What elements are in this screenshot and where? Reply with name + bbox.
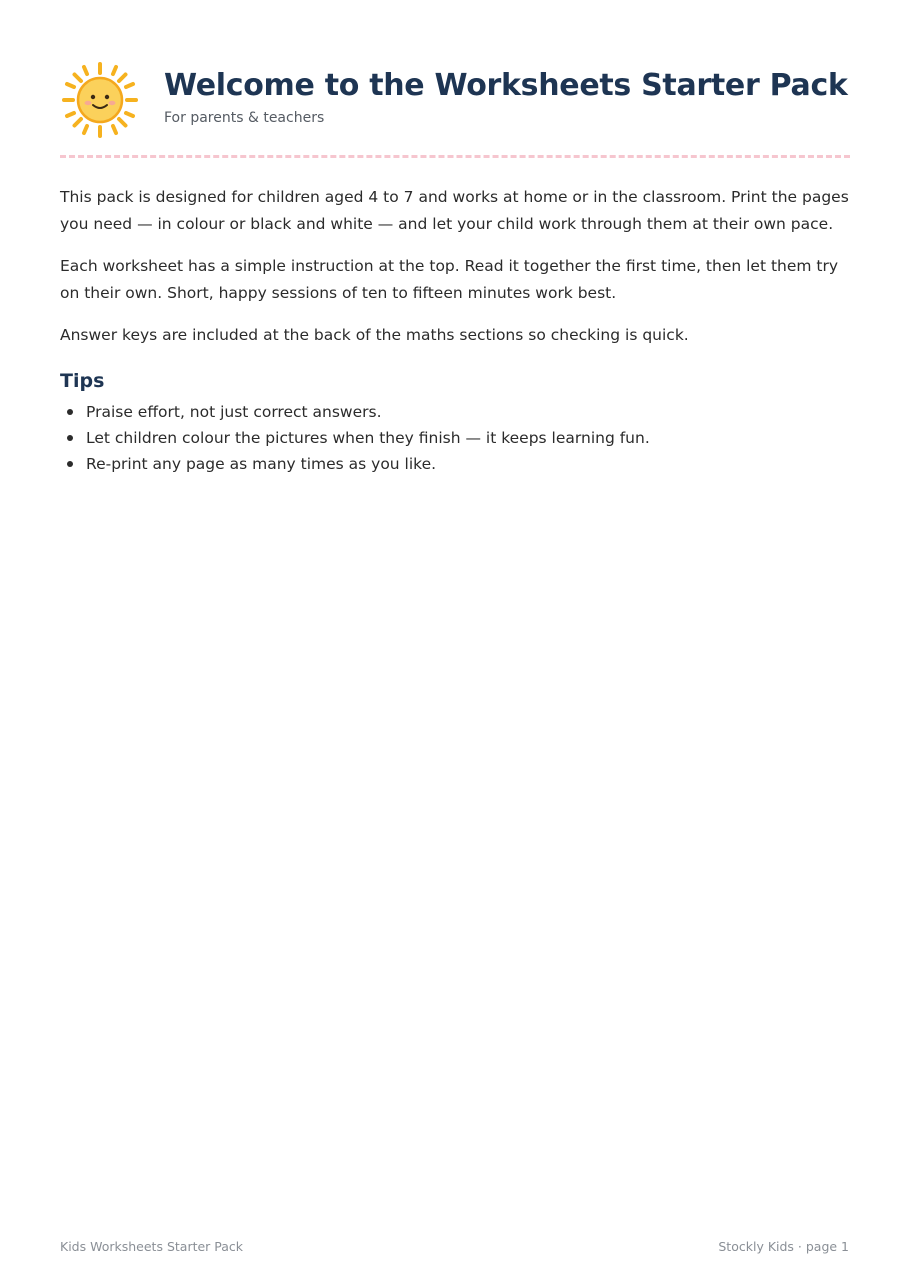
page-title: Welcome to the Worksheets Starter Pack	[164, 68, 848, 103]
answer-keys-paragraph: Answer keys are included at the back of the maths sections so checking is quick.	[60, 326, 689, 344]
intro-paragraph: This pack is designed for children aged 4 to 7 and works at home or in the classroom. Print the pages you need — in colour or black and white — and let your child work through them at their own pace.	[60, 188, 849, 233]
tip-item	[60, 399, 850, 425]
footer-document-title: Kids Worksheets Starter Pack	[60, 1239, 244, 1254]
tip-text: Praise effort, not just correct answers.	[86, 402, 382, 421]
page-subtitle: For parents & teachers	[164, 110, 325, 126]
tip-text: Let children colour the pictures when they finish — it keeps learning fun.	[86, 428, 650, 447]
footer-page-number: Stockly Kids · page 1	[718, 1239, 849, 1254]
main-content	[60, 184, 850, 477]
header-divider	[60, 155, 850, 158]
bullet-icon	[67, 435, 73, 441]
bullet-icon	[67, 461, 73, 467]
bullet-icon	[67, 409, 73, 415]
tip-item	[60, 425, 850, 451]
tip-item	[60, 451, 850, 477]
tips-heading: Tips	[60, 369, 105, 392]
instructions-paragraph: Each worksheet has a simple instruction at the top. Read it together the first time, then let them try on their own. Short, happy sessions of ten to fifteen minutes work best.	[60, 257, 839, 302]
tips-list	[60, 399, 850, 477]
sun-icon	[60, 60, 140, 140]
tip-text: Re-print any page as many times as you like.	[86, 454, 437, 473]
page-header	[60, 60, 850, 140]
